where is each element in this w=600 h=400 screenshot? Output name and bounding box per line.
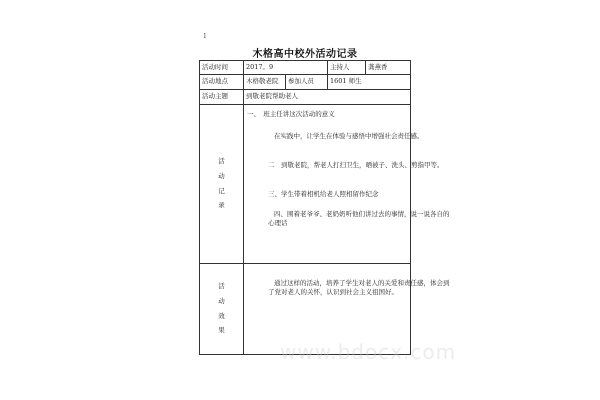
activity-time-label: 活动时间 (200, 61, 244, 75)
record-line: 二 到敬老院，帮老人打扫卫生，晒被子、洗头、剪指甲等。 (268, 161, 444, 169)
record-label-char: 录 (218, 201, 225, 210)
activity-theme-value: 到敬老院帮助老人 (244, 90, 411, 105)
row-activity-record (200, 105, 411, 264)
page-number: 1 (203, 33, 207, 40)
record-label-char: 活 (218, 156, 225, 165)
effect-label-char: 效 (218, 311, 225, 320)
participants-value: 1601 师生 (328, 75, 411, 90)
row-activity-theme (200, 90, 411, 105)
effect-label-char: 果 (218, 326, 225, 335)
effect-line: 了党对老人的关怀，认识到社会主义祖国好。 (268, 288, 398, 296)
activity-time-value: 2017。9 (244, 61, 328, 75)
record-label-char: 记 (218, 186, 225, 195)
record-label-char: 动 (218, 171, 225, 180)
record-line: 一、 班主任讲这次活动的意义 (247, 110, 335, 118)
row-activity-time (200, 61, 411, 75)
activity-theme-label: 活动主题 (200, 90, 244, 105)
activity-place-label: 活动地点 (200, 75, 244, 90)
activity-effect-label (200, 264, 244, 355)
activity-record-content (244, 105, 450, 264)
effect-line: 通过这样的活动，培养了学生对老人的关爱和责任感，体会到 (274, 279, 450, 287)
host-label: 主持人 (328, 61, 366, 75)
effect-label-char: 动 (218, 296, 225, 305)
activity-record-label (200, 105, 244, 264)
record-line: 四、围着老爷爷、老奶奶听他们讲过去的事情，说一说各自的 (274, 210, 450, 218)
participants-label: 参加人员 (286, 75, 328, 90)
record-line: 心理话 (268, 219, 288, 227)
host-value: 龚燕香 (366, 61, 411, 75)
row-activity-place (200, 75, 411, 90)
document-title: 木格高中校外活动记录 (252, 49, 358, 60)
effect-label-char: 活 (218, 281, 225, 290)
watermark: www.bdocx.com (280, 340, 457, 364)
record-line: 在实践中，让学生在体验与感悟中增强社会责任感。 (274, 132, 424, 140)
record-line: 三、学生带着相机给老人照相留作纪念 (268, 190, 379, 198)
activity-place-value: 木格敬老院 (244, 75, 286, 90)
